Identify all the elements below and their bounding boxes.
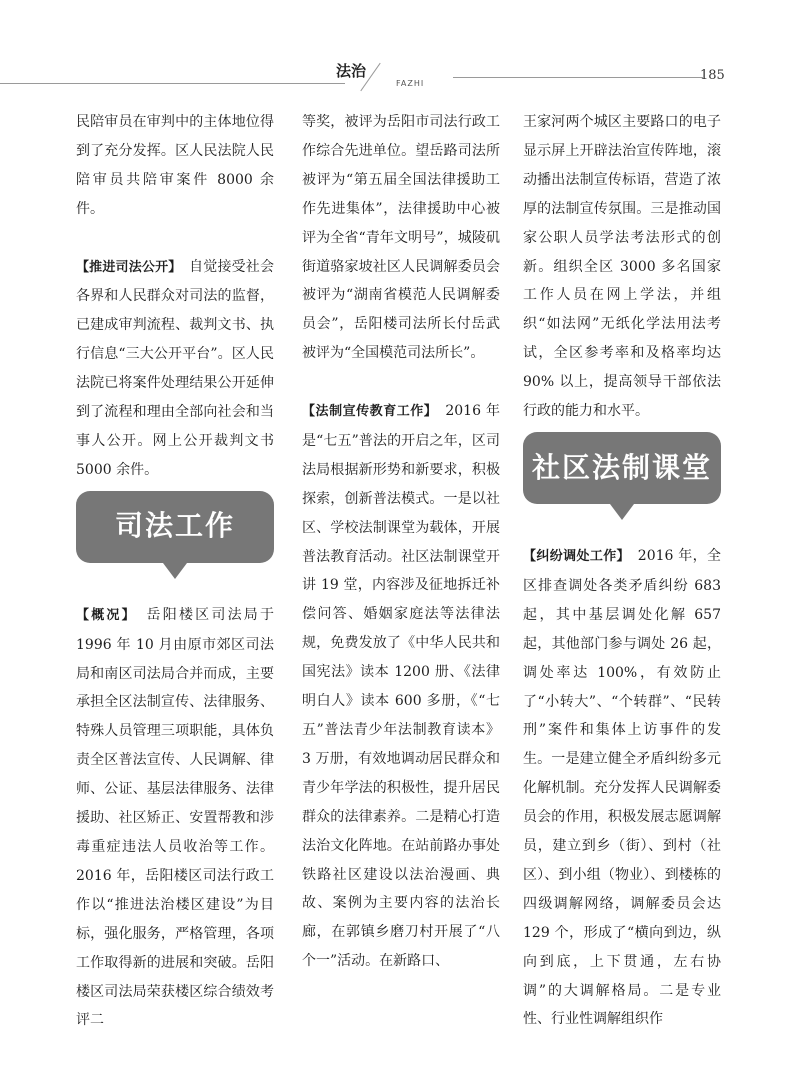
section-banner <box>523 432 721 532</box>
paragraph-text: 岳阳楼区司法局于 1996 年 10 月由原市郊区司法局和南区司法局合并而成，主要承担全区法制宣传、法律服务、特殊人员管理三项职能，具体负责全区普法宣传、人民调解、律师、公证、基层法律服务、法律援助、社区矫正、安置帮教和涉毒重症违法人员收治等工作。2016 年，岳阳楼区司法行政工作以“推进法治楼区建设”为目标，强化服务，严格管理，各项工作取得新的进展和突破。岳阳楼区司法局荣获楼区综合绩效考评二 <box>76 606 274 1029</box>
paragraph <box>523 542 721 1034</box>
section-label: 【概况】 <box>76 607 131 623</box>
section-banner-title: 社区法制课堂 <box>531 450 712 484</box>
header-rule-right <box>453 77 703 78</box>
section-label: 【法制宣传教育工作】 <box>302 404 431 420</box>
paragraph-text: 2016 年是“七五”普法的开启之年，区司法局根据新形势和新要求，积极探索，创新普法模式。一是以社区、学校法制课堂为载体，开展普法教育活动。社区法制课堂开讲 19 堂，内容涉及征地拆迁补偿问答、婚姻家庭法等法律法规，免费发放了《中华人民共和国宪法》读本 1200 册、《法律明白人》读本 600 多册，《“七五”普法青少年法制教育读本》3 万册，有效地调动居民群众和青少年学法的积极性，提升居民群众的法律素养。二是精心打造法治文化阵地。在站前路办事处铁路社区建设以法治漫画、典故、案例为主要内容的法治长廊，在郭镇乡磨刀村开展了“八个一”活动。在新路口、 <box>302 403 500 970</box>
section-label: 【纠纷调处工作】 <box>523 548 624 564</box>
paragraph: 等奖，被评为岳阳市司法行政工作综合先进单位。望岳路司法所被评为“第五届全国法律援助工作先进集体”，法律援助中心被评为全省“青年文明号”，城陵矶街道骆家坡社区人民调解委员会被评为“湖南省模范人民调解委员会”，岳阳楼司法所长付岳武被评为“全国模范司法所长”。 <box>302 114 500 362</box>
section-label: 【推进司法公开】 <box>76 259 175 275</box>
header-rule-left <box>0 83 345 84</box>
paragraph: 王家河两个城区主要路口的电子显示屏上开辟法治宣传阵地，滚动播出法制宣传标语，营造了浓厚的法制宣传氛围。三是推动国家公职人员学法考法形式的创新。组织全区 3000 多名国家工作人员在网上学法，并组织“如法网”无纸化学法用法考试，全区参考率和及格率均达 90% 以上，提高领导干部依法行政的能力和水平。 <box>523 114 721 420</box>
paragraph <box>76 601 274 1036</box>
paragraph: 民陪审员在审判中的主体地位得到了充分发挥。区人民法院人民陪审员共陪审案件 8000 余件。 <box>76 114 274 217</box>
column-1 <box>76 108 274 1035</box>
section-title: 法治 <box>336 62 367 80</box>
paragraph-text: 自觉接受社会各界和人民群众对司法的监督，已建成审判流程、裁判文书、执行信息“三大公开平台”。区人民法院已将案件处理结果公开延伸到了流程和理由全部向社会和当事人公开。网上公开裁判文书 5000 余件。 <box>76 258 274 478</box>
column-3 <box>523 108 721 1034</box>
section-banner-title: 司法工作 <box>114 509 235 543</box>
paragraph <box>76 253 274 485</box>
paragraph-text: 2016 年，全区排查调处各类矛盾纠纷 683 起，其中基层调处化解 657 起，其他部门参与调处 26 起，调处率达 100%，有效防止了“小转大”、“个转群”、“民转刑”案件和集体上访事件的发生。一是建立健全矛盾纠纷多元化解机制。充分发挥人民调解委员会的作用，积极发展志愿调解员，建立到乡（街）、到村（社区）、到小组（物业）、到楼栋的四级调解网络，调解委员会达 129 个，形成了“横向到边，纵向到底，上下贯通，左右协调”的大调解格局。二是专业性、行业性调解组织作 <box>523 547 721 1028</box>
section-subtitle: FAZHI <box>396 79 425 88</box>
section-banner <box>76 491 274 591</box>
page-number: 185 <box>700 68 725 83</box>
paragraph <box>302 397 500 976</box>
column-2 <box>302 108 500 976</box>
